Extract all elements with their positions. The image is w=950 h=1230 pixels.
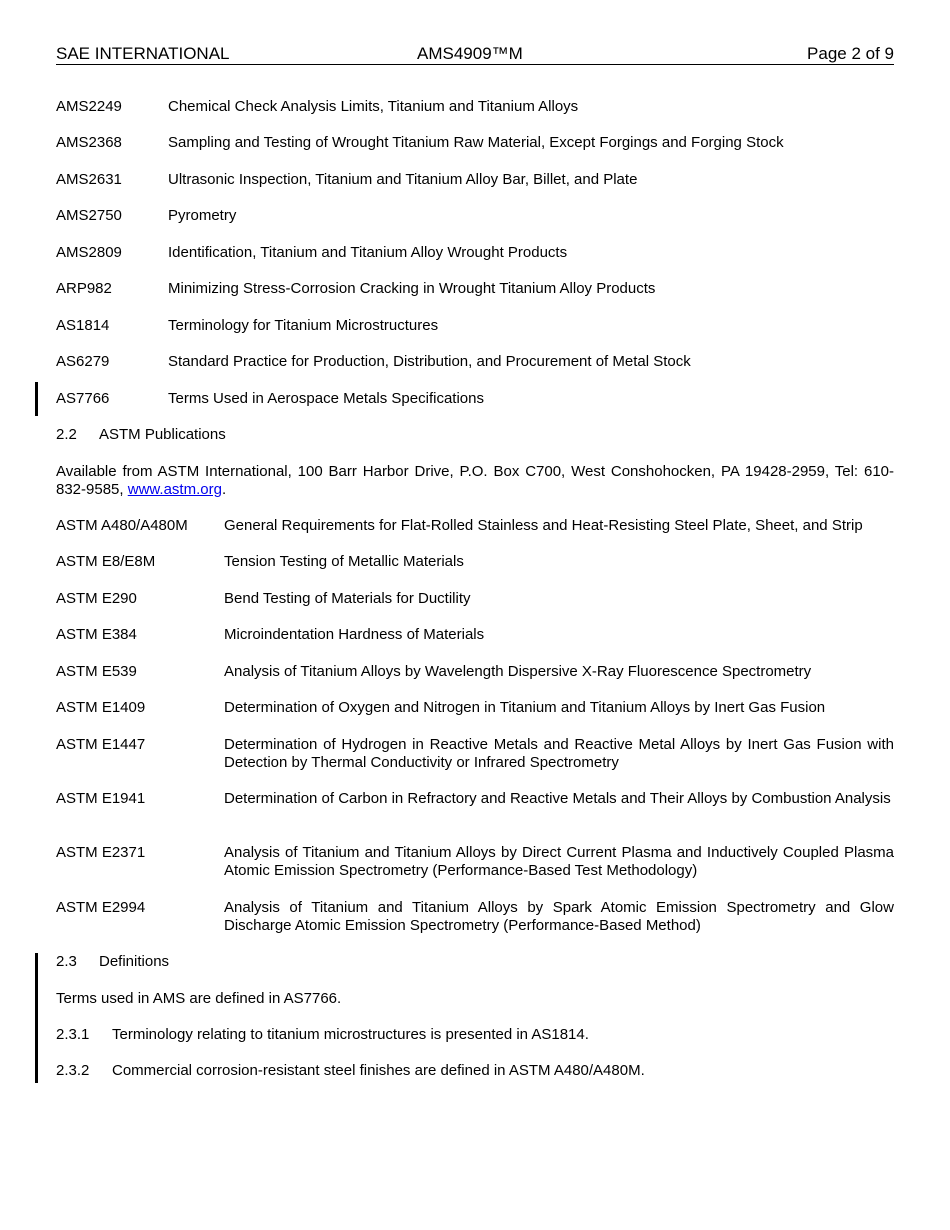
ref-title: Tension Testing of Metallic Materials: [224, 553, 464, 570]
ref-code: ASTM E2371: [56, 844, 146, 861]
ref-code: ASTM E1941: [56, 790, 146, 807]
availability-paragraph: [56, 463, 894, 499]
ref-code: ASTM E539: [56, 663, 137, 680]
ref-title: Analysis of Titanium and Titanium Alloys by Direct Current Plasma and Inductively Coupled Plasma Atomic Emission Spectrometry (Performance-Based Test Methodology): [224, 844, 894, 879]
availability-text: Available from ASTM International, 100 Barr Harbor Drive, P.O. Box C700, West Conshohocken, PA 19428-2959, Tel: 610-832-9585,: [56, 463, 894, 498]
ref-code: ASTM E1409: [56, 699, 146, 716]
astm-link[interactable]: www.astm.org: [127, 481, 222, 498]
ref-code: AS7766: [56, 390, 110, 407]
revision-bar: [35, 382, 38, 416]
ref-code: ASTM E384: [56, 626, 137, 643]
ref-title: General Requirements for Flat-Rolled Stainless and Heat-Resisting Steel Plate, Sheet, and Strip: [224, 517, 863, 534]
ref-title: Terms Used in Aerospace Metals Specifications: [168, 390, 484, 407]
ref-code: AMS2750: [56, 207, 122, 224]
ref-title: Analysis of Titanium Alloys by Wavelength Dispersive X-Ray Fluorescence Spectrometry: [224, 663, 812, 680]
ref-title: Sampling and Testing of Wrought Titanium Raw Material, Except Forgings and Forging Stock: [168, 134, 784, 151]
header-org: SAE INTERNATIONAL: [56, 44, 230, 63]
ref-title: Standard Practice for Production, Distribution, and Procurement of Metal Stock: [168, 353, 691, 370]
ref-code: AS1814: [56, 317, 110, 334]
definitions-intro: Terms used in AMS are defined in AS7766.: [56, 990, 342, 1007]
ref-code: ASTM E8/E8M: [56, 553, 156, 570]
ref-code: AS6279: [56, 353, 110, 370]
ref-title: Identification, Titanium and Titanium Alloy Wrought Products: [168, 244, 568, 261]
subsection-number: 2.3.1: [56, 1026, 90, 1043]
ref-code: ARP982: [56, 280, 112, 297]
ref-title: Determination of Carbon in Refractory and Reactive Metals and Their Alloys by Combustion Analysis: [224, 790, 891, 807]
ref-title: Ultrasonic Inspection, Titanium and Titanium Alloy Bar, Billet, and Plate: [168, 171, 638, 188]
ref-code: AMS2631: [56, 171, 122, 188]
ref-title: Chemical Check Analysis Limits, Titanium and Titanium Alloys: [168, 98, 579, 115]
ref-code: ASTM E2994: [56, 899, 146, 916]
section-number: 2.3: [56, 953, 77, 970]
ref-title: Terminology for Titanium Microstructures: [168, 317, 439, 334]
page-header: [56, 44, 894, 65]
ref-title: Minimizing Stress-Corrosion Cracking in Wrought Titanium Alloy Products: [168, 280, 656, 297]
ref-title: Determination of Hydrogen in Reactive Metals and Reactive Metal Alloys by Inert Gas Fusion with Detection by Thermal Conductivity or Infrared Spectrometry: [224, 736, 894, 771]
ref-title: Microindentation Hardness of Materials: [224, 626, 485, 643]
subsection-text: Commercial corrosion-resistant steel finishes are defined in ASTM A480/A480M.: [112, 1062, 645, 1079]
section-title: Definitions: [99, 953, 170, 970]
ref-code: ASTM E290: [56, 590, 137, 607]
availability-period: .: [221, 481, 227, 498]
header-page-number: Page 2 of 9: [807, 44, 894, 63]
ref-code: AMS2368: [56, 134, 122, 151]
ref-title: Pyrometry: [168, 207, 237, 224]
ref-code: ASTM E1447: [56, 736, 146, 753]
header-doc-number: AMS4909™M: [417, 44, 523, 63]
ref-code: AMS2809: [56, 244, 122, 261]
ref-code: ASTM A480/A480M: [56, 517, 188, 534]
revision-bar: [35, 953, 38, 1083]
ref-title: Determination of Oxygen and Nitrogen in Titanium and Titanium Alloys by Inert Gas Fusion: [224, 699, 826, 716]
section-title: ASTM Publications: [99, 426, 226, 443]
subsection-number: 2.3.2: [56, 1062, 90, 1079]
section-number: 2.2: [56, 426, 77, 443]
subsection-text: Terminology relating to titanium microstructures is presented in AS1814.: [112, 1026, 589, 1043]
ref-code: AMS2249: [56, 98, 122, 115]
ref-title: Bend Testing of Materials for Ductility: [224, 590, 471, 607]
ref-title: Analysis of Titanium and Titanium Alloys by Spark Atomic Emission Spectrometry and Glow Discharge Atomic Emission Spectrometry (Performance-Based Method): [224, 899, 894, 934]
